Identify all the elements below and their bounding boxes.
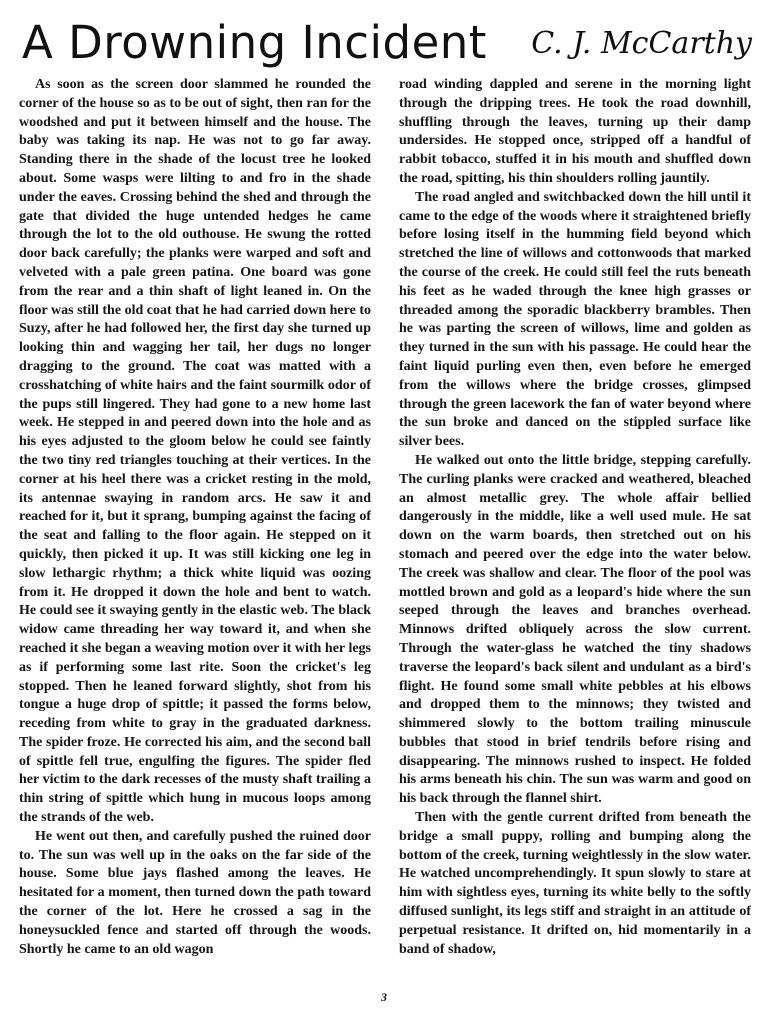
page-number: 3 (381, 990, 387, 1004)
paragraph: road winding dappled and serene in the morning light through the dripping trees. He took the road downhill, shuffling through the leaves, turning up their damp undersides. He stopped once, stripped off a handful of rabbit tobacco, stuffed it in his mouth and shuffled down the road, spitting, his thin shoulders rolling jauntily. (399, 77, 751, 186)
article-title: A Drowning Incident (22, 16, 487, 69)
author-byline: C. J. McCarthy (531, 26, 752, 61)
text-column-left (19, 76, 371, 978)
paragraph: He went out then, and carefully pushed the ruined door to. The sun was well up in the oaks on the far side of the house. Some blue jays flashed among the leaves. He hesitated for a moment, then turned down the path toward the corner of the lot. Here he crossed a sag in the honeysuckled fence and started off through the woods. Shortly he came to an old wagon (19, 828, 371, 957)
paragraph: He walked out onto the little bridge, stepping carefully. The curling planks were cracked and weathered, bleached an almost metallic grey. The whole affair bellied dangerously in the middle, like a well used mule. He sat down on the warm boards, then stretched out on his stomach and peered over the edge into the water below. The creek was shallow and clear. The floor of the pool was mottled brown and gold as a leopard's hide where the sun seeped through the leaves and branches overhead. Minnows drifted obliquely across the slow current. Through the water-glass he watched the tiny shadows traverse the leopard's back silent and undulant as a bird's flight. He found some small white pebbles at his elbows and dropped them to the minnows; they twisted and shimmered slowly to the bottom trailing minuscule bubbles that stood in brief tendrils before rising and disappearing. The minnows rushed to inspect. He folded his arms beneath his chin. The sun was warm and good on his back through the flannel shirt. (399, 452, 751, 807)
article-header (20, 14, 756, 74)
text-column-right (399, 76, 751, 978)
paragraph: The road angled and switchbacked down the hill until it came to the edge of the woods where it straightened briefly before losing itself in the humming field beyond which stretched the line of willows and cottonwoods that marked the course of the creek. He could still feel the ruts beneath his feet as he waded through the knee high grasses or threaded among the sporadic blackberry brambles. Then he was parting the screen of willows, lime and golden as they turned in the sun with his passage. He could hear the faint liquid purling even then, even before he emerged from the willows where the bridge crosses, glimpsed through the green lacework the fan of water beyond where the sun broke and danced on the stippled surface like silver bees. (399, 189, 751, 450)
paragraph: Then with the gentle current drifted from beneath the bridge a small puppy, rolling and bumping along the bottom of the creek, turning weightlessly in the slow water. He watched uncomprehendingly. It spun slowly to stare at him with sightless eyes, turning its white belly to the softly diffused sunlight, its legs stiff and straight in an attitude of perpetual resistance. It drifted on, hid momentarily in a band of shadow, (399, 810, 751, 957)
paragraph: As soon as the screen door slammed he rounded the corner of the house so as to be out of sight, then ran for the woodshed and put it between himself and the house. The baby was taking its nap. He was not to go far away. Standing there in the shade of the locust tree he looked about. Some wasps were lilting to and fro in the shade under the eaves. Crossing behind the shed and through the gate that divided the huge untended hedges he came through the lot to the old outhouse. He swung the rotted door back carefully; the planks were warped and soft and velveted with a pale green patina. One board was gone from the rear and a thin shaft of light leaned in. On the floor was still the old coat that he had carried down here to Suzy, after he had followed her, the first day she turned up looking thin and wagging her tail, her dugs no longer dragging to the ground. The coat was matted with a crosshatching of white hairs and the faint sourmilk odor of the pups still lingered. They had gone to a new home last week. He stepped in and peered down into the hole and as his eyes adjusted to the gloom below he could see faintly the two tiny red triangles touching at their vertices. In the corner at his heel there was a cricket resting in the mold, its antennae swaying in random arcs. He saw it and reached for it, but it sprang, bumping against the facing of the seat and falling to the floor again. He stepped on it quickly, then picked it up. It was still kicking one leg in slow lethargic rhythm; a thick white liquid was oozing from it. He dropped it down the hole and bent to watch. He could see it swaying gently in the elastic web. The black widow came threading her way toward it, and when she reached it she began a weaving motion over it with her legs as if performing some last rite. Soon the cricket's leg stopped. Then he leaned forward slightly, shot from his tongue a huge drop of spittle; it passed the forms below, receding from white to gray in the graduated darkness. The spider froze. He corrected his aim, and the second ball of spittle fell true, engulfing the figures. The spider fled her victim to the dark recesses of the musty shaft trailing a thin string of spittle which hung in mucous loops among the strands of the web. (19, 77, 371, 826)
